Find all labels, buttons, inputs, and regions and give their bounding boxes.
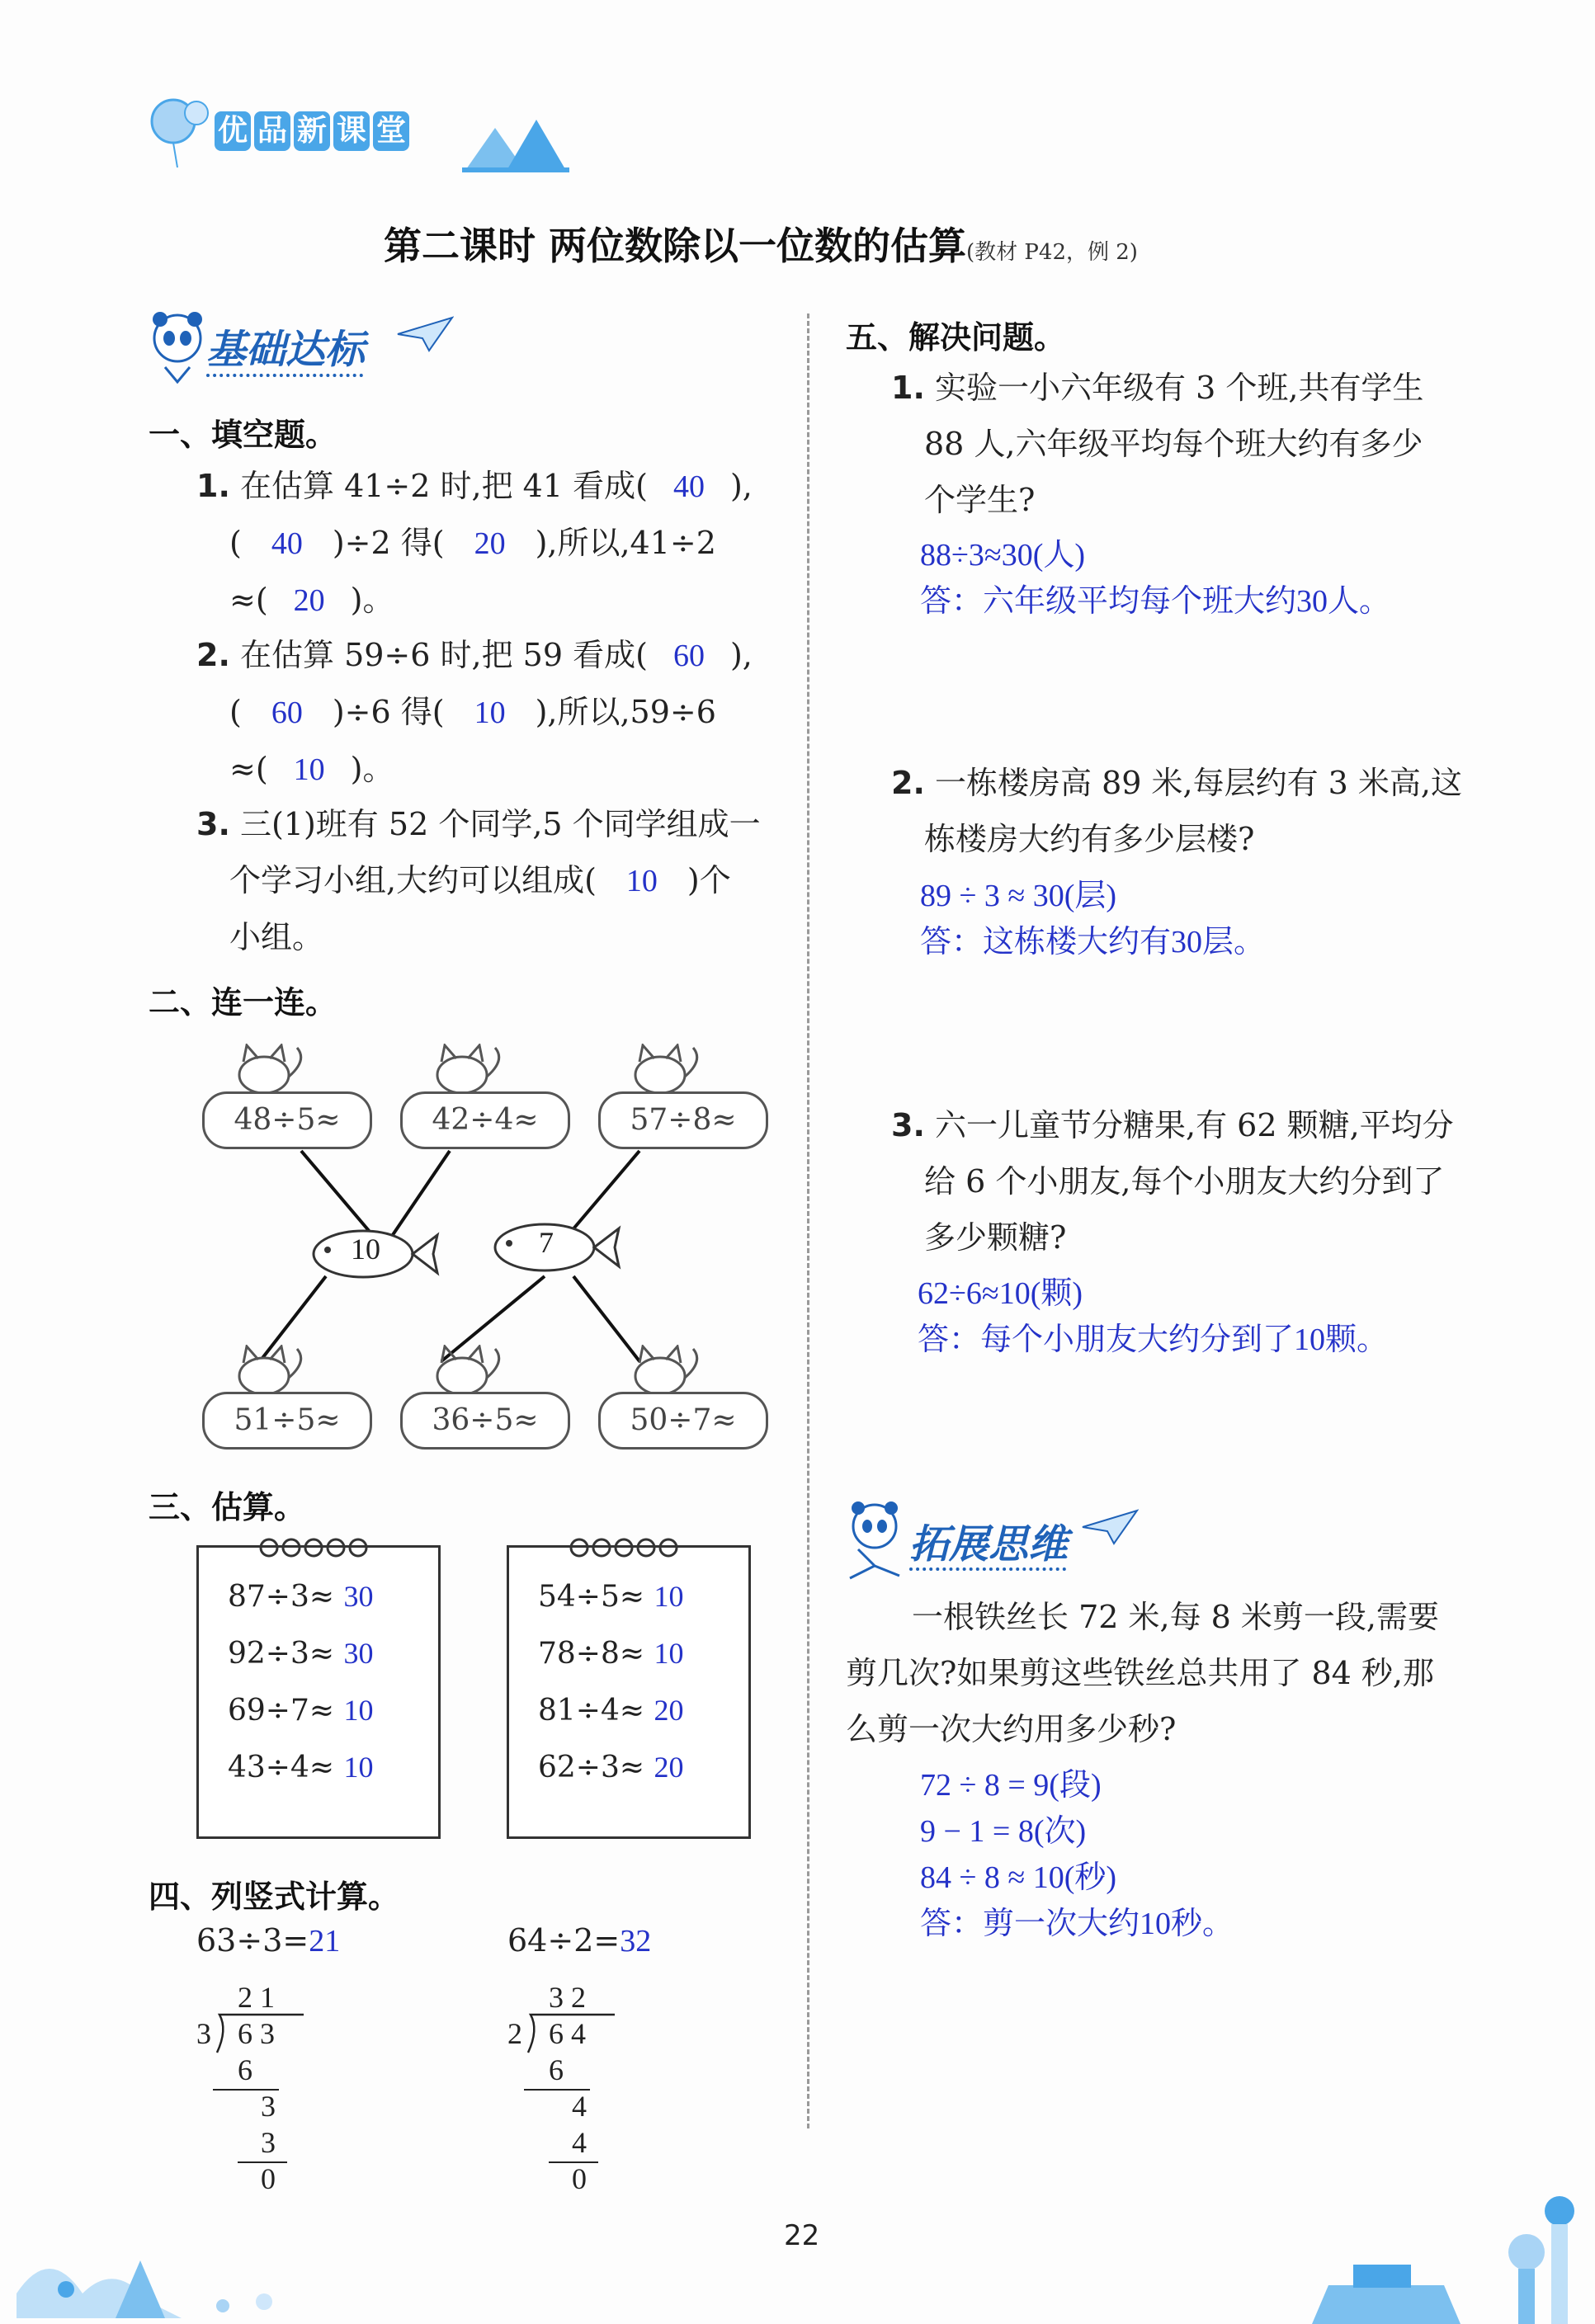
vertical-expr: 64÷2=	[507, 1922, 621, 1959]
answer-sentence: 答：每个小朋友大约分到了10颗。	[918, 1322, 1389, 1357]
question-text: (	[229, 525, 242, 561]
dividend: 6 3	[238, 2017, 275, 2050]
estimate-item	[538, 1682, 684, 1739]
estimate-list-left	[228, 1568, 374, 1796]
step-value: 0	[261, 2162, 276, 2195]
long-division-a	[196, 1980, 345, 2211]
match-top-item: 42÷4≈	[400, 1091, 570, 1149]
question-text: )÷6 得(	[332, 694, 445, 730]
question-text: 三(1)班有 52 个同学,5 个同学组成一	[239, 806, 761, 842]
balloon-icon	[149, 95, 215, 169]
spiral-binding-icon	[567, 1530, 691, 1563]
estimate-item	[538, 1739, 684, 1796]
question-number: 2.	[891, 765, 925, 801]
badge-underline	[909, 1567, 1066, 1571]
extend-answer	[920, 1762, 1234, 1947]
fill-question-2	[196, 627, 782, 798]
badge-basic-label: 基础达标	[206, 327, 366, 373]
paper-plane-icon	[396, 313, 454, 355]
estimate-item	[538, 1568, 684, 1625]
vertical-b-expr	[507, 1922, 651, 1959]
divisor: 2	[507, 2017, 522, 2050]
step-value: 6	[549, 2053, 564, 2086]
cat-icon	[623, 1345, 705, 1394]
question-text: 多少颗糖?	[924, 1219, 1067, 1256]
question-text: ≈(	[229, 582, 268, 618]
estimate-expr: 69÷7≈	[228, 1694, 335, 1728]
answer-calc: 84 ÷ 8 ≈ 10(秒)	[920, 1860, 1117, 1895]
long-division-b	[507, 1980, 656, 2211]
question-text: 给 6 个小朋友,每个小朋友大约分到了	[924, 1163, 1445, 1200]
question-text: )。	[350, 751, 394, 787]
estimate-answer: 10	[654, 1580, 684, 1613]
question-number: 3.	[891, 1107, 925, 1143]
answer-sentence: 答：剪一次大约10秒。	[920, 1907, 1234, 1941]
cat-icon	[227, 1044, 309, 1093]
estimate-answer: 20	[654, 1751, 684, 1784]
solve-answer-3	[918, 1270, 1388, 1363]
question-text: ),所以,59÷6	[535, 694, 716, 730]
estimate-answer: 20	[654, 1694, 684, 1727]
answer-blank: 60	[672, 639, 705, 673]
solve-answer-1	[920, 532, 1390, 625]
question-number: 3.	[196, 806, 230, 842]
estimate-expr: 54÷5≈	[538, 1580, 645, 1614]
question-text: ),	[729, 468, 753, 504]
step-value: 0	[572, 2162, 587, 2195]
page-title	[384, 216, 1138, 271]
question-text: 在估算 59÷6 时,把 59 看成(	[239, 637, 648, 673]
fill-question-1	[196, 458, 782, 629]
answer-blank: 20	[293, 583, 325, 618]
match-area	[194, 1035, 788, 1464]
answer-blank: 20	[474, 526, 506, 561]
paper-plane-icon	[1081, 1506, 1139, 1548]
question-number: 1.	[891, 370, 925, 406]
fish-value: 10	[351, 1233, 380, 1266]
estimate-panel-left	[196, 1545, 441, 1839]
question-text: ≈(	[229, 751, 268, 787]
question-text: 么剪一次大约用多少秒?	[846, 1711, 1177, 1747]
panda-icon	[149, 309, 206, 384]
cat-icon	[425, 1345, 507, 1394]
dividend: 6 4	[549, 2017, 586, 2050]
section-match-title: 二、连一连。	[149, 984, 337, 1021]
estimate-item	[228, 1739, 374, 1796]
step-value: 3	[261, 2126, 276, 2159]
brand-char: 堂	[373, 111, 409, 151]
solve-answer-2	[920, 873, 1265, 965]
step-value: 6	[238, 2053, 252, 2086]
footer-left-decoration	[17, 2194, 314, 2318]
question-number: 2.	[196, 637, 230, 673]
answer-blank: 40	[672, 469, 705, 504]
title-main: 第二课时 两位数除以一位数的估算	[384, 224, 967, 268]
estimate-answer: 30	[343, 1580, 374, 1613]
vertical-expr: 63÷3=	[196, 1922, 309, 1959]
answer-blank: 10	[625, 864, 658, 898]
page-number: 22	[784, 2219, 820, 2252]
brand-char: 品	[254, 111, 290, 151]
section-vertical-title: 四、列竖式计算。	[149, 1879, 400, 1915]
estimate-expr: 81÷4≈	[538, 1694, 645, 1728]
fish-item	[309, 1225, 441, 1283]
question-text: 个学习小组,大约可以组成(	[229, 862, 597, 898]
estimate-answer: 10	[654, 1637, 684, 1670]
match-bottom-item: 50÷7≈	[598, 1392, 768, 1450]
answer-calc: 62÷6≈10(颗)	[918, 1276, 1083, 1311]
question-text: 剪几次?如果剪这些铁丝总共用了 84 秒,那	[846, 1655, 1434, 1691]
badge-extend-label: 拓展思维	[909, 1521, 1069, 1567]
question-text: ),所以,41÷2	[535, 525, 716, 561]
question-text: 六一儿童节分糖果,有 62 颗糖,平均分	[934, 1107, 1454, 1143]
match-bottom-item: 51÷5≈	[202, 1392, 372, 1450]
question-text: 个学生?	[924, 482, 1036, 518]
estimate-answer: 10	[343, 1694, 374, 1727]
vertical-answer: 32	[620, 1924, 652, 1959]
quotient: 3 2	[549, 1981, 586, 2014]
question-text: 一栋楼房高 89 米,每层约有 3 米高,这	[934, 765, 1462, 801]
fill-question-3	[196, 796, 782, 965]
question-text: 小组。	[229, 919, 324, 955]
brand-char: 新	[294, 111, 330, 151]
brand-char: 优	[215, 111, 251, 151]
estimate-panel-right	[507, 1545, 751, 1839]
answer-blank: 40	[271, 526, 303, 561]
cat-icon	[227, 1345, 309, 1394]
match-top-item: 48÷5≈	[202, 1091, 372, 1149]
section-solve-title: 五、解决问题。	[846, 319, 1066, 356]
answer-calc: 88÷3≈30(人)	[920, 538, 1086, 573]
answer-calc: 89 ÷ 3 ≈ 30(层)	[920, 879, 1117, 913]
footer-right-decoration	[1279, 2178, 1595, 2324]
step-value: 4	[572, 2126, 587, 2159]
question-text: (	[229, 694, 242, 730]
panda-skater-icon	[842, 1500, 908, 1582]
answer-calc: 9 − 1 = 8(次)	[920, 1814, 1087, 1849]
solve-question-3	[891, 1097, 1510, 1266]
section-estimate-title: 三、估算。	[149, 1489, 306, 1525]
fish-item	[491, 1219, 623, 1276]
estimate-expr: 92÷3≈	[228, 1637, 335, 1671]
vertical-answer: 21	[309, 1924, 341, 1959]
vertical-a-expr	[196, 1922, 340, 1959]
match-bottom-item: 36÷5≈	[400, 1392, 570, 1450]
castle-icon	[462, 111, 569, 177]
badge-underline	[206, 374, 363, 377]
fish-icon	[491, 1219, 623, 1276]
estimate-answer: 30	[343, 1637, 374, 1670]
question-text: 实验一小六年级有 3 个班,共有学生	[934, 370, 1424, 406]
estimate-item	[538, 1625, 684, 1682]
answer-blank: 10	[474, 695, 506, 730]
estimate-expr: 78÷8≈	[538, 1637, 645, 1671]
solve-question-1	[891, 360, 1510, 528]
column-divider	[807, 313, 809, 2128]
cat-icon	[425, 1044, 507, 1093]
cat-icon	[623, 1044, 705, 1093]
estimate-expr: 87÷3≈	[228, 1580, 335, 1614]
estimate-expr: 43÷4≈	[228, 1751, 335, 1784]
brand-title	[215, 111, 413, 151]
question-text: ),	[729, 637, 753, 673]
question-text: )个	[687, 862, 731, 898]
solve-question-2	[891, 755, 1510, 867]
question-number: 1.	[196, 468, 230, 504]
step-value: 3	[261, 2090, 276, 2123]
match-top-item: 57÷8≈	[598, 1091, 768, 1149]
fish-value: 7	[539, 1226, 554, 1259]
estimate-list-right	[538, 1568, 684, 1796]
step-value: 4	[572, 2090, 587, 2123]
estimate-answer: 10	[343, 1751, 374, 1784]
title-reference: (教材 P42，例 2)	[966, 240, 1138, 265]
answer-calc: 72 ÷ 8 = 9(段)	[920, 1768, 1102, 1803]
estimate-item	[228, 1682, 374, 1739]
answer-sentence: 答：这栋楼大约有30层。	[920, 925, 1266, 959]
quotient: 2 1	[238, 1981, 275, 2014]
extend-question	[846, 1589, 1506, 1757]
question-text: 在估算 41÷2 时,把 41 看成(	[239, 468, 648, 504]
question-text: 88 人,六年级平均每个班大约有多少	[924, 426, 1423, 462]
answer-sentence: 答：六年级平均每个班大约30人。	[920, 584, 1391, 619]
divisor: 3	[196, 2017, 211, 2050]
question-text: )÷2 得(	[332, 525, 445, 561]
spiral-binding-icon	[257, 1530, 380, 1563]
answer-blank: 60	[271, 695, 303, 730]
estimate-item	[228, 1625, 374, 1682]
brand-char: 课	[333, 111, 370, 151]
estimate-expr: 62÷3≈	[538, 1751, 645, 1784]
question-text: )。	[350, 582, 394, 618]
section-fill-title: 一、填空题。	[149, 417, 337, 453]
question-text: 一根铁丝长 72 米,每 8 米剪一段,需要	[912, 1599, 1440, 1635]
estimate-item	[228, 1568, 374, 1625]
answer-blank: 10	[293, 752, 325, 787]
question-text: 栋楼房大约有多少层楼?	[924, 821, 1255, 857]
